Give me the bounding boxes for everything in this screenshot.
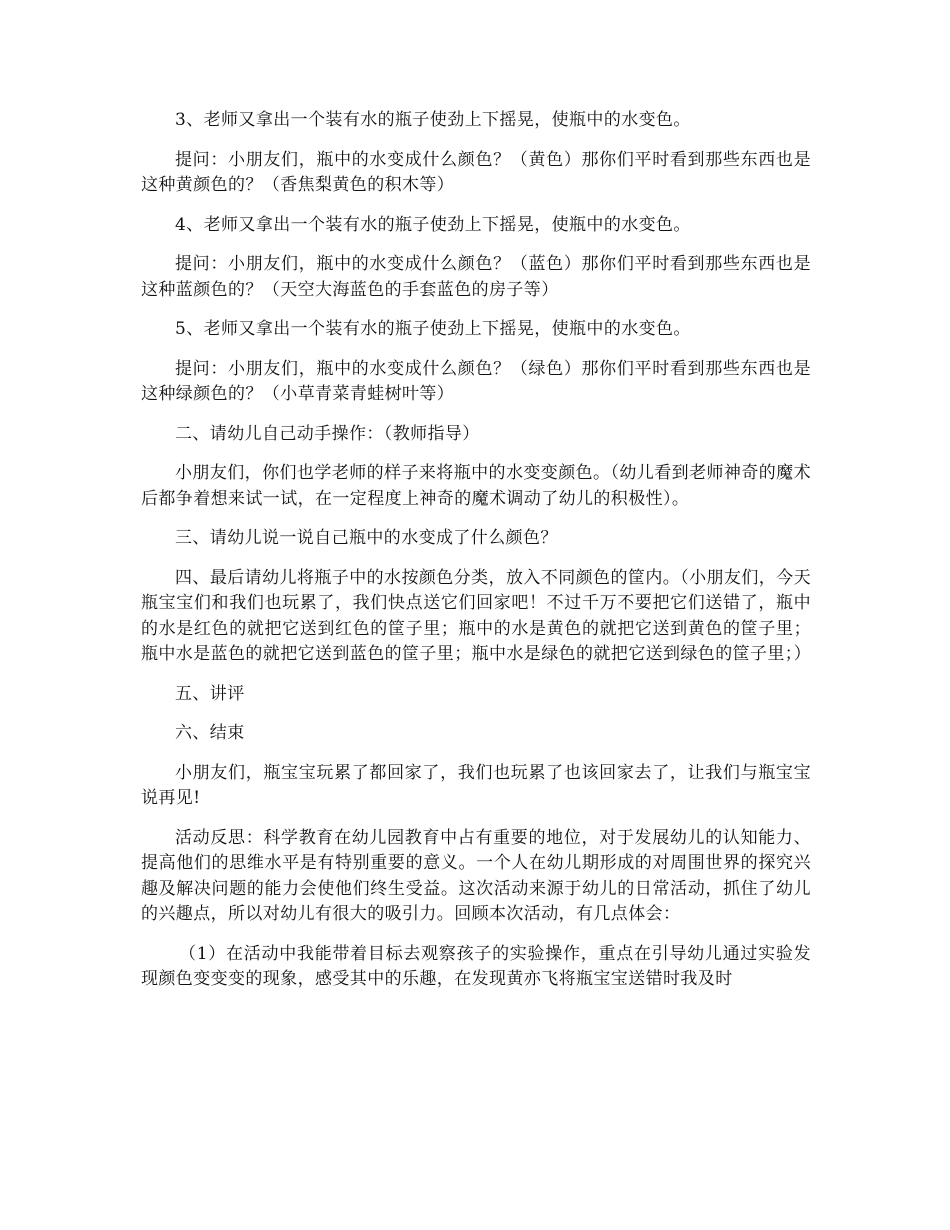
- paragraph-children-operate: 小朋友们，你们也学老师的样子来将瓶中的水变变颜色。（幼儿看到老师神奇的魔术后都争着想来试一试，在一定程度上神奇的魔术调动了幼儿的积极性）。: [141, 463, 811, 509]
- paragraph-goodbye: 小朋友们，瓶宝宝玩累了都回家了，我们也玩累了也该回家去了，让我们与瓶宝宝说再见!: [141, 762, 811, 808]
- section-heading-6: 六、结束: [175, 723, 245, 743]
- paragraph-question-green: 提问：小朋友们，瓶中的水变成什么颜色？（绿色）那你们平时看到那些东西也是这种绿颜色的？（小草青菜青蛙树叶等）: [141, 358, 811, 404]
- document-body: [141, 108, 811, 1007]
- paragraph-step-5: 5、老师又拿出一个装有水的瓶子使劲上下摇晃，使瓶中的水变色。: [175, 319, 691, 339]
- paragraph-question-yellow: 提问：小朋友们，瓶中的水变成什么颜色？（黄色）那你们平时看到那些东西也是这种黄颜色的？（香焦梨黄色的积木等）: [141, 149, 811, 195]
- paragraph-point-1: （1）在活动中我能带着目标去观察孩子的实验操作，重点在引导幼儿通过实验发现颜色变变变的现象，感受其中的乐趣，在发现黄亦飞将瓶宝宝送错时我及时: [141, 943, 811, 989]
- section-heading-3: 三、请幼儿说一说自己瓶中的水变成了什么颜色？: [175, 528, 558, 548]
- paragraph-question-blue: 提问：小朋友们，瓶中的水变成什么颜色？（蓝色）那你们平时看到那些东西也是这种蓝颜色的？（天空大海蓝色的手套蓝色的房子等）: [141, 254, 811, 300]
- section-heading-2: 二、请幼儿自己动手操作：（教师指导）: [175, 423, 480, 444]
- paragraph-reflection: 活动反思：科学教育在幼儿园教育中占有重要的地位，对于发展幼儿的认知能力、提高他们的思维水平是有特别重要的意义。一个人在幼儿期形成的对周围世界的探究兴趣及解决问题的能力会使他们终生受益。这次活动来源于幼儿的日常活动，抓住了幼儿的兴趣点，所以对幼儿有很大的吸引力。回顾本次活动，有几点体会：: [141, 827, 811, 924]
- paragraph-step-3: 3、老师又拿出一个装有水的瓶子使劲上下摇晃，使瓶中的水变色。: [175, 110, 691, 130]
- paragraph-sort-by-color: 四、最后请幼儿将瓶子中的水按颜色分类，放入不同颜色的筐内。（小朋友们，今天瓶宝宝们和我们也玩累了，我们快点送它们回家吧！不过千万不要把它们送错了，瓶中的水是红色的就把它送到红色的筐子里；瓶中的水是黄色的就把它送到黄色的筐子里；瓶中水是蓝色的就把它送到蓝色的筐子里；瓶中水是绿色的就把它送到绿色的筐子里；）: [141, 567, 812, 664]
- paragraph-step-4: 4、老师又拿出一个装有水的瓶子使劲上下摇晃，使瓶中的水变色。: [175, 214, 691, 235]
- section-heading-5: 五、讲评: [175, 683, 245, 704]
